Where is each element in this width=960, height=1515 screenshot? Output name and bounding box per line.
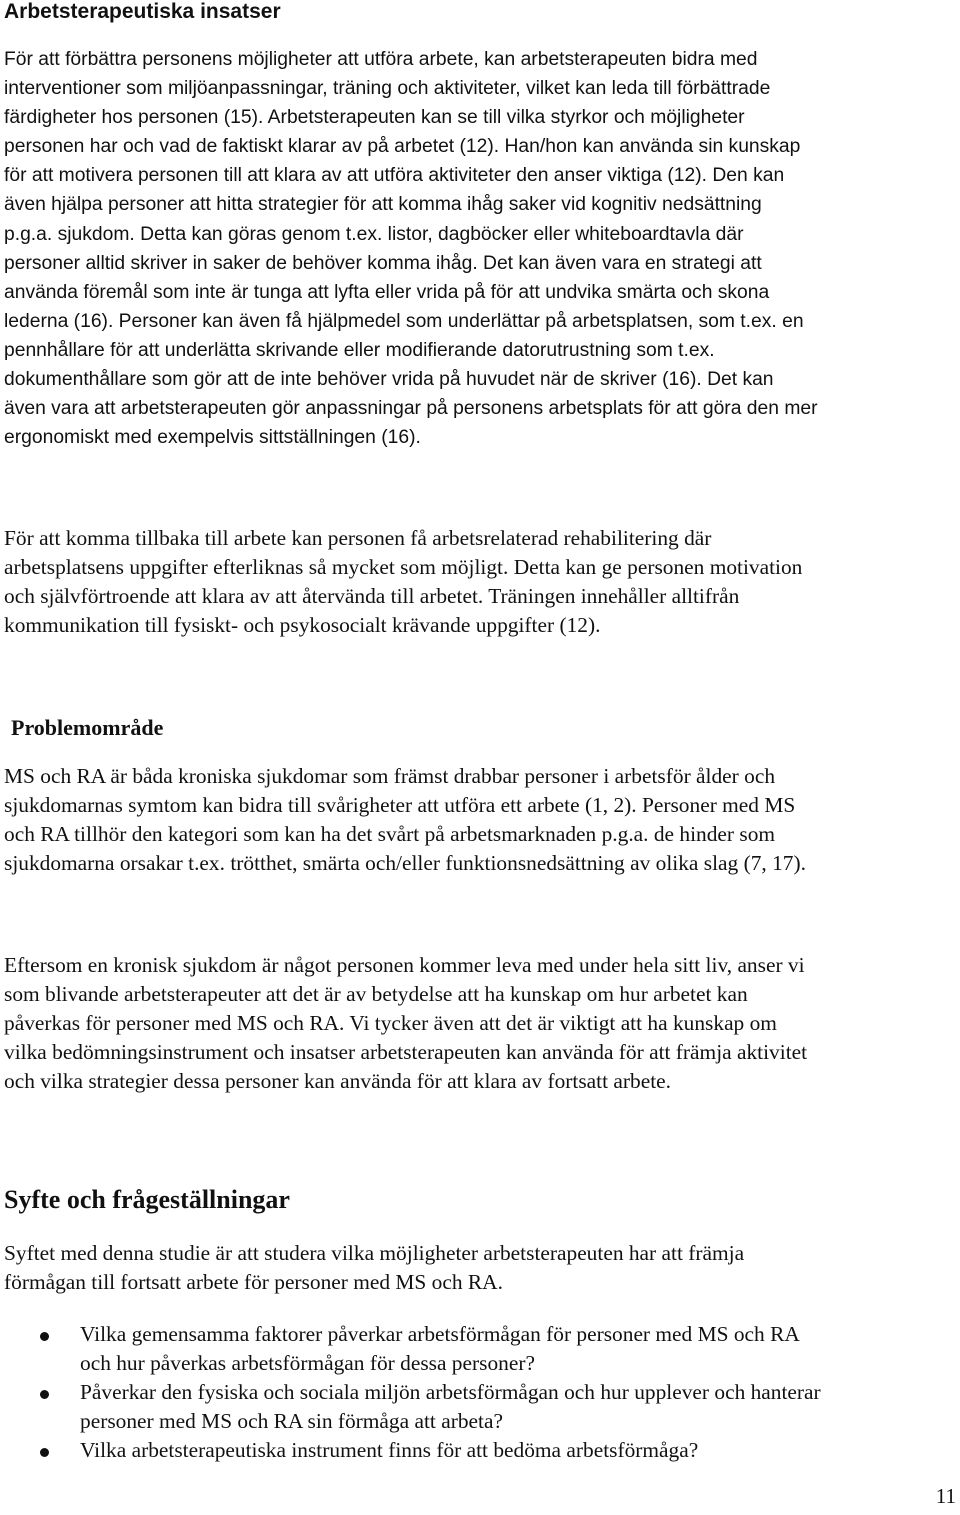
text-line: förmågan till fortsatt arbete för personer med MS och RA. xyxy=(4,1270,503,1295)
text-line: även hjälpa personer att hitta strategier för att komma ihåg saker vid kognitiv nedsättning xyxy=(4,194,762,216)
text-line: påverkas för personer med MS och RA. Vi tycker även att det är viktigt att ha kunskap om xyxy=(4,1011,777,1036)
text-line: vilka bedömningsinstrument och insatser arbetsterapeuten kan använda för att främja aktivitet xyxy=(4,1040,808,1065)
page-number: 11 xyxy=(935,1484,956,1508)
paragraph-arbetsrelaterad-rehabilitering xyxy=(4,524,956,640)
text-line: sjukdomarnas symtom kan bidra till svårigheter att utföra ett arbete (1, 2). Personer med MS xyxy=(4,793,796,818)
text-line: och vilka strategier dessa personer kan använda för att klara av fortsatt arbete. xyxy=(4,1069,671,1094)
text-line: MS och RA är båda kroniska sjukdomar som främst drabbar personer i arbetsför ålder och xyxy=(4,764,776,788)
text-line: personen har och vad de faktiskt klarar av på arbetet (12). Han/hon kan använda sin kunskap xyxy=(4,136,801,158)
list-item xyxy=(0,1320,960,1378)
text-line: och RA tillhör den kategori som kan ha det svårt på arbetsmarknaden p.g.a. de hinder som xyxy=(4,822,776,847)
list-item xyxy=(0,1378,960,1436)
text-line: dokumenthållare som gör att de inte behöver vrida på huvudet när de skriver (16). Det kan xyxy=(4,369,774,391)
text-line: för att motivera personen till att klara av att utföra aktiviteter den anser viktiga (12). Den kan xyxy=(4,165,785,187)
text-line: och hur påverkas arbetsförmågan för dessa personer? xyxy=(80,1351,535,1375)
text-line: lederna (16). Personer kan även få hjälpmedel som underlättar på arbetsplatsen, som t.ex. en xyxy=(4,310,804,332)
section-heading-arbetsterapeutiska-insatser: Arbetsterapeutiska insatser xyxy=(4,0,281,23)
text-line: Vilka gemensamma faktorer påverkar arbetsförmågan för personer med MS och RA xyxy=(80,1322,800,1346)
text-line: Påverkar den fysiska och sociala miljön arbetsförmågan och hur upplever och hanterar xyxy=(80,1380,821,1404)
text-line: kommunikation till fysiskt- och psykosocialt krävande uppgifter (12). xyxy=(4,613,601,638)
text-line: interventioner som miljöanpassningar, träning och aktiviteter, vilket kan leda till förbättrade xyxy=(4,78,771,100)
text-line: även vara att arbetsterapeuten gör anpassningar på personens arbetsplats för att göra den mer xyxy=(4,398,818,420)
paragraph-arbetsterapeutiska-insatser xyxy=(4,45,954,452)
text-line: färdigheter hos personen (15). Arbetsterapeuten kan se till vilka styrkor och möjligheter xyxy=(4,107,745,129)
text-line: ergonomiskt med exempelvis sittställningen (16). xyxy=(4,427,421,449)
text-line: använda föremål som inte är tunga att lyfta eller vrida på för att undvika smärta och skona xyxy=(4,281,770,303)
paragraph-problemomrade-2 xyxy=(4,951,956,1096)
text-line: För att förbättra personens möjligheter att utföra arbete, kan arbetsterapeuten bidra med xyxy=(4,49,758,70)
text-line: arbetsplatsens uppgifter efterliknas så mycket som möjligt. Detta kan ge personen motivation xyxy=(4,555,803,580)
text-line: personer alltid skriver in saker de behöver komma ihåg. Det kan även vara en strategi att xyxy=(4,252,762,274)
text-line: Vilka arbetsterapeutiska instrument finns för att bedöma arbetsförmåga? xyxy=(80,1438,699,1462)
text-line: Eftersom en kronisk sjukdom är något personen kommer leva med under hela sitt liv, anser vi xyxy=(4,953,805,977)
list-item xyxy=(0,1436,960,1465)
text-line: pennhållare för att underlätta skrivande eller modifierande datorutrustning som t.ex. xyxy=(4,339,715,361)
text-line: p.g.a. sjukdom. Detta kan göras genom t.ex. listor, dagböcker eller whiteboardtavla där xyxy=(4,223,744,245)
text-line: och självförtroende att klara av att återvända till arbetet. Träningen innehåller alltifrån xyxy=(4,584,740,609)
text-line: sjukdomarna orsakar t.ex. trötthet, smärta och/eller funktionsnedsättning av olika slag (7, 17). xyxy=(4,851,806,876)
text-line: personer med MS och RA sin förmåga att arbeta? xyxy=(80,1409,503,1433)
research-questions-list xyxy=(0,1320,960,1465)
text-line: För att komma tillbaka till arbete kan personen få arbetsrelaterad rehabilitering där xyxy=(4,526,712,550)
text-line: Syftet med denna studie är att studera vilka möjligheter arbetsterapeuten har att främja xyxy=(4,1241,745,1265)
paragraph-problemomrade-1 xyxy=(4,762,956,878)
section-heading-problemomrade: Problemområde xyxy=(11,715,164,740)
section-heading-syfte: Syfte och frågeställningar xyxy=(4,1185,290,1214)
paragraph-syfte xyxy=(4,1239,956,1297)
text-line: som blivande arbetsterapeuter att det är av betydelse att ha kunskap om hur arbetet kan xyxy=(4,982,748,1007)
